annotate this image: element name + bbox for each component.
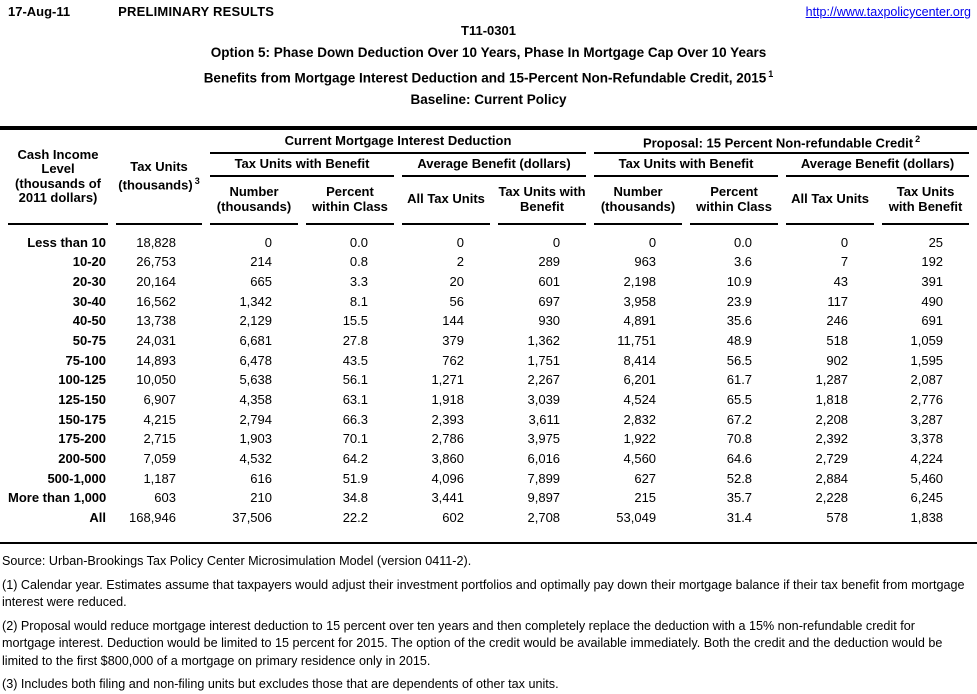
table-cell: 3.3 — [349, 273, 368, 289]
benefits-table — [0, 131, 977, 529]
table-cell: 4,532 — [239, 451, 272, 467]
subgroup-header-units-with-benefit-proposal: Tax Units with Benefit — [594, 154, 778, 177]
table-cell: 2,715 — [143, 431, 176, 447]
table-cell: 2 — [456, 254, 464, 270]
table-cell: 3,958 — [623, 293, 657, 309]
table-row — [8, 410, 969, 430]
row-label: Less than 10 — [27, 234, 106, 250]
table-row — [8, 331, 969, 351]
table-cell: 10,050 — [136, 372, 176, 388]
table-cell: 1,838 — [910, 510, 944, 526]
table-cell: 2,708 — [527, 510, 561, 526]
table-cell: 168,946 — [129, 510, 176, 526]
table-cell: 18,828 — [136, 234, 176, 250]
table-row — [8, 449, 969, 469]
table-cell: 3,611 — [528, 411, 561, 427]
footnote-2: (2) Proposal would reduce mortgage interest deduction to 15 percent over ten years and then completely replace the deduction with a 15% non-refundable credit for mortgage interest. Deduction would be limited to 15 percent for 2015. The option of the credit would be available immediately. Both the credit and the deduction would be limited to the first $800,000 of a mortgage on primary residence only in 2015. — [2, 618, 943, 668]
table-cell: 518 — [826, 332, 849, 348]
table-cell: 67.2 — [726, 411, 753, 427]
table-cell: 0 — [456, 234, 464, 250]
table-cell: 8.1 — [349, 293, 368, 309]
table-cell: 691 — [921, 313, 944, 329]
table-row — [8, 351, 969, 371]
table-cell: 13,738 — [136, 313, 176, 329]
table-row — [8, 292, 969, 312]
table-cell: 2,267 — [527, 372, 561, 388]
table-cell: 43.5 — [342, 352, 368, 368]
table-cell: 2,776 — [910, 392, 944, 407]
table-row — [8, 225, 969, 253]
table-cell: 3.6 — [733, 254, 753, 270]
table-cell: 20,164 — [136, 273, 176, 289]
report-date: 17-Aug-11 — [8, 4, 71, 19]
benefits-title-text: Benefits from Mortgage Interest Deduction and 15-Percent Non-Refundable Credit, 2015 — [203, 70, 767, 85]
table-cell: 963 — [634, 254, 657, 270]
table-cell: 6,478 — [239, 352, 272, 368]
row-label: 150-175 — [58, 411, 106, 427]
table-cell: 4,560 — [623, 451, 657, 467]
table-top-double-rule — [0, 126, 977, 130]
table-cell: 9,897 — [527, 490, 561, 506]
row-label: 50-75 — [72, 332, 106, 348]
table-cell: 6,201 — [623, 372, 657, 388]
table-cell: 6,681 — [239, 332, 272, 348]
row-label: 30-40 — [72, 293, 106, 309]
col-header-units-benefit-current: Tax Units with Benefit — [498, 177, 586, 225]
table-cell: 1,918 — [431, 392, 464, 407]
group-header-current-deduction: Current Mortgage Interest Deduction — [210, 131, 586, 154]
table-cell: 7,899 — [527, 470, 561, 486]
table-cell: 2,884 — [815, 470, 849, 486]
option-title: Option 5: Phase Down Deduction Over 10 Years, Phase In Mortgage Cap Over 10 Years — [210, 45, 767, 60]
proposal-footnote-marker: 2 — [915, 133, 921, 144]
col-header-percent-current: Percent within Class — [306, 177, 394, 225]
row-label: 500-1,000 — [47, 470, 106, 486]
table-cell: 1,922 — [623, 431, 657, 447]
table-cell: 6,907 — [143, 392, 176, 407]
table-cell: 22.2 — [342, 510, 368, 526]
table-cell: 2,786 — [431, 431, 464, 447]
table-cell: 4,891 — [623, 313, 657, 329]
footnote-3: (3) Includes both filing and non-filing units but excludes those that are dependents of other tax units. — [2, 677, 559, 692]
row-label: 20-30 — [72, 273, 106, 289]
table-cell: 3,441 — [431, 490, 464, 506]
table-row — [8, 312, 969, 332]
title-block — [0, 24, 977, 106]
table-cell: 48.9 — [726, 332, 753, 348]
table-cell: 490 — [921, 293, 944, 309]
table-cell: 1,595 — [910, 352, 944, 368]
row-label: 10-20 — [72, 254, 106, 270]
table-cell: 34.8 — [342, 490, 368, 506]
table-cell: 1,362 — [527, 332, 561, 348]
table-cell: 7,059 — [143, 451, 176, 467]
table-cell: 64.2 — [342, 451, 368, 467]
table-cell: 627 — [634, 470, 657, 486]
table-cell: 26,753 — [136, 254, 176, 270]
table-cell: 0 — [264, 234, 272, 250]
table-cell: 51.9 — [342, 470, 368, 486]
row-label: 175-200 — [58, 431, 106, 447]
table-cell: 192 — [921, 254, 944, 270]
table-cell: 214 — [250, 254, 272, 270]
source-note: Source: Urban-Brookings Tax Policy Center Microsimulation Model (version 0411-2). — [2, 554, 472, 569]
subgroup-header-units-with-benefit-current: Tax Units with Benefit — [210, 154, 394, 177]
table-cell: 56.5 — [726, 352, 753, 368]
row-label: 40-50 — [72, 313, 106, 329]
row-label: All — [89, 510, 106, 526]
table-cell: 603 — [154, 490, 176, 506]
col-header-tax-units-text: Tax Units (thousands) — [118, 158, 193, 193]
table-cell: 1,751 — [527, 352, 561, 368]
table-cell: 930 — [538, 313, 561, 329]
table-cell: 5,460 — [910, 470, 944, 486]
table-cell: 3,860 — [431, 451, 464, 467]
row-label: 75-100 — [65, 352, 106, 368]
table-cell: 2,228 — [815, 490, 849, 506]
group-header-proposal-credit — [594, 131, 969, 154]
tax-units-footnote-marker: 3 — [194, 176, 200, 187]
table-cell: 2,392 — [815, 431, 849, 447]
table-row — [8, 430, 969, 450]
table-cell: 3,039 — [527, 392, 561, 407]
row-label: 200-500 — [58, 451, 106, 467]
table-cell: 35.6 — [726, 313, 753, 329]
table-cell: 902 — [826, 352, 849, 368]
table-cell: 5,638 — [239, 372, 272, 388]
table-cell: 25 — [928, 234, 944, 250]
table-id: T11-0301 — [461, 23, 516, 38]
table-cell: 210 — [250, 490, 272, 506]
table-cell: 1,059 — [910, 332, 944, 348]
table-row — [8, 272, 969, 292]
table-cell: 1,818 — [815, 392, 849, 407]
table-cell: 2,129 — [239, 313, 272, 329]
table-cell: 601 — [538, 273, 561, 289]
table-cell: 4,358 — [239, 392, 272, 407]
table-cell: 4,224 — [910, 451, 944, 467]
col-header-percent-proposal: Percent within Class — [690, 177, 778, 225]
table-cell: 246 — [826, 313, 849, 329]
table-cell: 0.8 — [349, 254, 368, 270]
benefits-footnote-marker: 1 — [768, 68, 774, 79]
table-cell: 665 — [250, 273, 272, 289]
table-cell: 1,271 — [431, 372, 464, 388]
col-header-units-benefit-proposal: Tax Units with Benefit — [882, 177, 969, 225]
table-row — [8, 509, 969, 529]
table-cell: 2,393 — [431, 411, 464, 427]
table-cell: 1,342 — [239, 293, 272, 309]
table-cell: 52.8 — [726, 470, 753, 486]
table-header — [8, 131, 969, 225]
col-header-number-current: Number (thousands) — [210, 177, 298, 225]
table-cell: 2,729 — [815, 451, 849, 467]
table-cell: 1,187 — [143, 470, 176, 486]
table-cell: 23.9 — [726, 293, 753, 309]
col-header-number-proposal: Number (thousands) — [594, 177, 682, 225]
table-cell: 61.7 — [726, 372, 753, 388]
table-cell: 0 — [840, 234, 849, 250]
table-cell: 37,506 — [232, 510, 272, 526]
table-cell: 215 — [634, 490, 657, 506]
table-cell: 8,414 — [623, 352, 657, 368]
table-cell: 20 — [449, 273, 464, 289]
table-row — [8, 253, 969, 273]
table-cell: 56 — [449, 293, 464, 309]
subgroup-header-average-benefit-current: Average Benefit (dollars) — [402, 154, 586, 177]
table-row — [8, 469, 969, 489]
table-cell: 4,215 — [143, 411, 176, 427]
col-header-cash-income-level: Cash Income Level (thousands of 2011 dollars) — [8, 131, 108, 225]
col-header-all-units-current: All Tax Units — [402, 177, 490, 225]
table-cell: 0.0 — [349, 234, 368, 250]
row-label: 125-150 — [58, 392, 106, 407]
table-cell: 4,524 — [623, 392, 657, 407]
top-bar — [0, 0, 977, 19]
table-cell: 14,893 — [136, 352, 176, 368]
table-cell: 4,096 — [431, 470, 464, 486]
table-cell: 27.8 — [342, 332, 368, 348]
row-label: 100-125 — [58, 372, 106, 388]
preliminary-results-label: PRELIMINARY RESULTS — [118, 4, 275, 19]
footnote-1: (1) Calendar year. Estimates assume that taxpayers would adjust their investment portfolios and optimally pay down their mortgage balance if their tax benefit from mortgage interest were reduced. — [2, 577, 965, 610]
table-cell: 697 — [538, 293, 561, 309]
table-cell: 53,049 — [616, 510, 657, 526]
table-row — [8, 390, 969, 410]
table-cell: 1,903 — [239, 431, 272, 447]
table-cell: 2,208 — [815, 411, 849, 427]
table-cell: 70.1 — [342, 431, 368, 447]
benefits-title — [0, 68, 977, 85]
table-cell: 6,016 — [527, 451, 561, 467]
table-cell: 0 — [648, 234, 657, 250]
table-cell: 7 — [840, 254, 849, 270]
group-header-proposal-text: Proposal: 15 Percent Non-refundable Credit — [642, 134, 914, 150]
table-cell: 3,378 — [910, 431, 944, 447]
table-cell: 11,751 — [617, 332, 657, 348]
table-cell: 602 — [442, 510, 464, 526]
row-label: More than 1,000 — [8, 490, 107, 506]
table-cell: 24,031 — [136, 332, 176, 348]
table-cell: 35.7 — [726, 490, 753, 506]
table-cell: 762 — [442, 352, 464, 368]
table-cell: 391 — [921, 273, 944, 289]
table-cell: 64.6 — [726, 451, 753, 467]
table-cell: 0.0 — [733, 234, 753, 250]
table-cell: 15.5 — [342, 313, 368, 329]
table-cell: 578 — [826, 510, 849, 526]
col-header-tax-units — [116, 131, 202, 225]
table-cell: 2,794 — [239, 411, 272, 427]
table-cell: 31.4 — [726, 510, 753, 526]
table-cell: 16,562 — [136, 293, 176, 309]
baseline-title: Baseline: Current Policy — [410, 91, 567, 107]
table-cell: 2,087 — [910, 372, 944, 388]
table-cell: 3,287 — [910, 411, 944, 427]
table-cell: 144 — [442, 313, 464, 329]
table-cell: 66.3 — [342, 411, 368, 427]
col-header-all-units-proposal: All Tax Units — [786, 177, 874, 225]
table-cell: 56.1 — [342, 372, 368, 388]
table-cell: 1,287 — [815, 372, 849, 388]
table-cell: 65.5 — [726, 392, 753, 407]
table-body — [8, 225, 969, 529]
table-cell: 2,832 — [623, 411, 657, 427]
table-cell: 379 — [442, 332, 464, 348]
table-cell: 10.9 — [726, 273, 753, 289]
table-cell: 117 — [827, 293, 849, 309]
subgroup-header-average-benefit-proposal: Average Benefit (dollars) — [786, 154, 969, 177]
table-cell: 3,975 — [527, 431, 561, 447]
table-cell: 6,245 — [910, 490, 944, 506]
table-cell: 616 — [250, 470, 272, 486]
table-cell: 289 — [538, 254, 561, 270]
taxpolicycenter-link[interactable]: http://www.taxpolicycenter.org — [805, 5, 971, 19]
table-cell: 70.8 — [726, 431, 753, 447]
footnotes — [0, 544, 977, 694]
table-cell: 43 — [833, 273, 849, 289]
table-cell: 0 — [552, 234, 561, 250]
table-row — [8, 489, 969, 509]
table-cell: 2,198 — [623, 273, 657, 289]
table-cell: 63.1 — [342, 392, 368, 407]
table-row — [8, 371, 969, 391]
